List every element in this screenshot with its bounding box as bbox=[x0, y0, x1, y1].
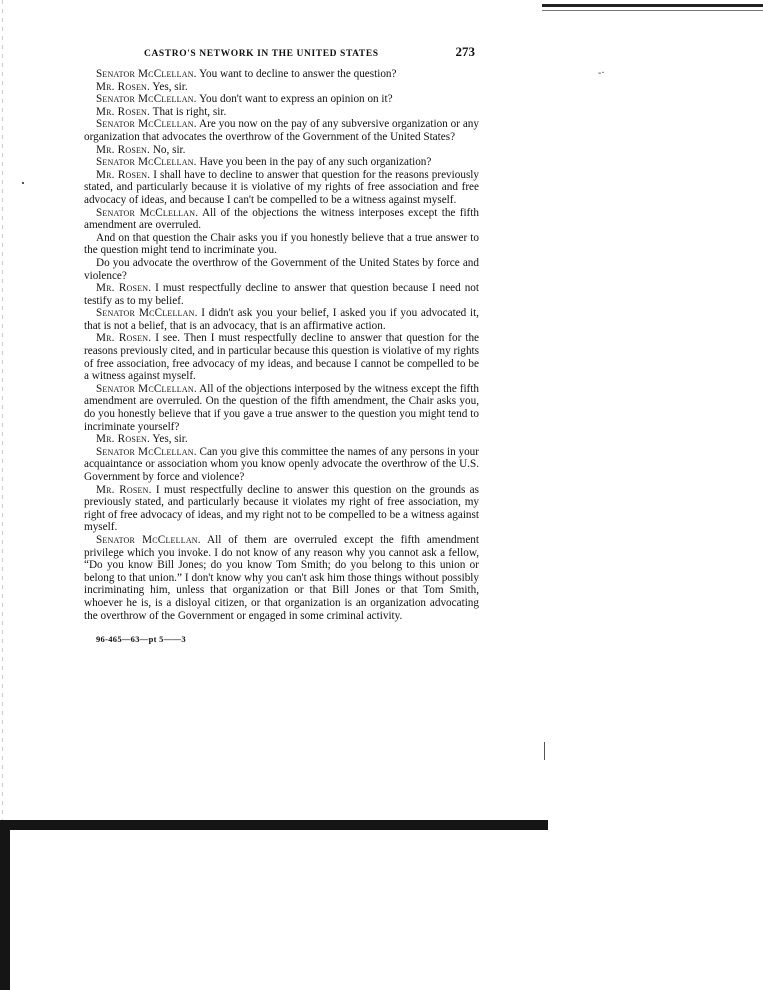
speaker-name: Senator McClellan. bbox=[96, 533, 201, 546]
testimony-paragraph bbox=[84, 484, 479, 534]
testimony-text: Do you advocate the overthrow of the Government of the United States by force and violence? bbox=[84, 256, 479, 282]
testimony-paragraph bbox=[84, 118, 479, 143]
testimony-body bbox=[84, 68, 479, 622]
document-page bbox=[84, 44, 479, 644]
testimony-text: Yes, sir. bbox=[150, 80, 188, 93]
testimony-paragraph bbox=[84, 106, 479, 119]
testimony-text: Are you now on the pay of any subversive organization or any organization that advocates the overthrow of the Government of the United States? bbox=[84, 118, 479, 143]
testimony-text: I must respectfully decline to answer this question on the grounds as previously stated, and particularly because it violates my right of free association, my right of free advocacy of ideas, and my right not to be compelled to be a witness against myself. bbox=[84, 483, 479, 534]
testimony-paragraph bbox=[84, 144, 479, 157]
testimony-paragraph bbox=[84, 257, 479, 282]
scan-edge-line bbox=[542, 10, 763, 11]
testimony-paragraph bbox=[84, 93, 479, 106]
speaker-name: Mr. Rosen. bbox=[96, 483, 152, 496]
testimony-paragraph bbox=[84, 81, 479, 94]
speaker-name: Senator McClellan. bbox=[96, 68, 197, 80]
testimony-paragraph bbox=[84, 68, 479, 81]
speaker-name: Mr. Rosen. bbox=[96, 105, 151, 118]
testimony-text: You want to decline to answer the question? bbox=[196, 68, 397, 80]
testimony-text: Can you give this committee the names of any persons in your acquaintance or association whom you know openly advocate the overthrow of the U.S. Government by force and violence? bbox=[84, 445, 479, 483]
testimony-text: All of the objections the witness interposes except the fifth amendment are overruled. bbox=[84, 206, 479, 232]
speaker-name: Senator McClellan. bbox=[96, 206, 199, 219]
testimony-text: I didn't ask you your belief, I asked you if you advocated it, that is not a belief, that is an advocacy, that is an affirmative action. bbox=[84, 307, 479, 332]
scan-border-bottom bbox=[0, 820, 548, 830]
scan-speck bbox=[544, 742, 545, 760]
testimony-paragraph bbox=[84, 383, 479, 433]
testimony-text: All of the objections interposed by the witness except the fifth amendment are overruled. On the question of the fifth amendment, the Chair asks you, do you honestly believe that if you gave a true answer to the question you might tend to incriminate yourself? bbox=[84, 382, 479, 433]
testimony-paragraph bbox=[84, 207, 479, 232]
testimony-text: Yes, sir. bbox=[150, 433, 188, 446]
testimony-paragraph bbox=[84, 534, 479, 622]
testimony-paragraph bbox=[84, 332, 479, 382]
speaker-name: Senator McClellan. bbox=[96, 445, 197, 458]
speaker-name: Mr. Rosen. bbox=[96, 332, 152, 345]
speaker-name: Senator McClellan. bbox=[96, 118, 197, 131]
speaker-name: Senator McClellan. bbox=[96, 93, 197, 106]
testimony-text: Have you been in the pay of any such organization? bbox=[196, 156, 432, 169]
speaker-name: Mr. Rosen. bbox=[96, 433, 151, 446]
testimony-text: I see. Then I must respectfully decline to answer that question for the reasons previously cited, and in particular because this question is violative of my rights of free association, free advocacy of my ideas, and because I cannot be compelled to be a witness against myself. bbox=[84, 332, 479, 383]
testimony-text: You don't want to express an opinion on it? bbox=[196, 93, 393, 106]
testimony-paragraph bbox=[84, 232, 479, 257]
testimony-text: And on that question the Chair asks you if you honestly believe that a true answer to the question might tend to incriminate you. bbox=[84, 231, 479, 257]
speaker-name: Senator McClellan. bbox=[96, 307, 198, 320]
speaker-name: Mr. Rosen. bbox=[96, 168, 151, 181]
testimony-paragraph bbox=[84, 446, 479, 484]
speaker-name: Mr. Rosen. bbox=[96, 143, 151, 156]
running-head bbox=[84, 44, 479, 68]
testimony-paragraph bbox=[84, 282, 479, 307]
testimony-paragraph bbox=[84, 156, 479, 169]
speaker-name: Mr. Rosen. bbox=[96, 80, 151, 93]
testimony-text: No, sir. bbox=[150, 143, 186, 156]
scan-border-left bbox=[0, 826, 10, 990]
testimony-paragraph bbox=[84, 169, 479, 207]
page-number: 273 bbox=[455, 44, 475, 59]
running-title: CASTRO'S NETWORK IN THE UNITED STATES bbox=[144, 49, 379, 59]
scan-edge-line bbox=[542, 4, 763, 7]
speaker-name: Mr. Rosen. bbox=[96, 282, 152, 295]
testimony-text: All of them are overruled except the fifth amendment privilege which you invoke. I do not know of any reason why you cannot ask a fellow, “Do you know Bill Jones; do you know Tom Smith; do you belong to this union or belong to that union.” I don't know why you can't ask him those things without possibly incriminating him, unless that organization or that Bill Jones or that Tom Smith, whoever he is, is a disloyal citizen, or that organization is an organization advocating the overthrow of the Government or engaged in some criminal activity. bbox=[84, 533, 479, 622]
testimony-text: That is right, sir. bbox=[150, 105, 227, 118]
testimony-text: I shall have to decline to answer that question for the reasons previously stated, and particularly because it is violative of my rights of free association and free advocacy of ideas, and because I can't be compelled to be a witness against myself. bbox=[84, 168, 479, 206]
scan-speck bbox=[22, 182, 24, 184]
testimony-paragraph bbox=[84, 307, 479, 332]
scan-mark: ‐· bbox=[598, 68, 605, 79]
speaker-name: Senator McClellan. bbox=[96, 156, 197, 169]
speaker-name: Senator McClellan. bbox=[96, 382, 197, 395]
testimony-paragraph bbox=[84, 433, 479, 446]
print-code: 96-465—63—pt 5——3 bbox=[96, 634, 186, 645]
testimony-text: I must respectfully decline to answer that question because I need not testify as to my belief. bbox=[84, 282, 479, 307]
